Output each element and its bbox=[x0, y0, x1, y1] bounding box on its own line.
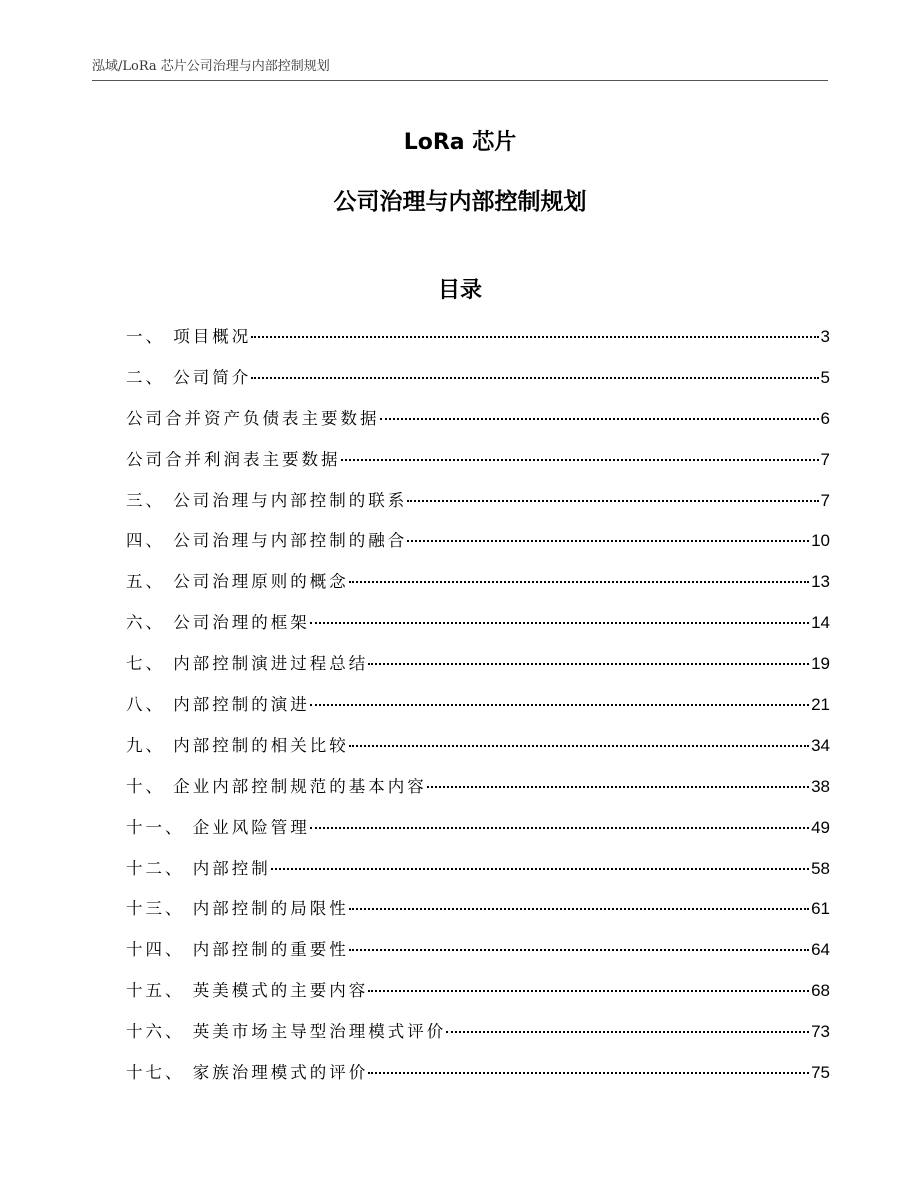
toc-entry[interactable] bbox=[126, 975, 830, 1016]
toc-entry-label: 五、 公司治理原则的概念 bbox=[126, 572, 349, 592]
toc-entry-page: 75 bbox=[811, 1063, 830, 1083]
toc-entry[interactable] bbox=[126, 853, 830, 894]
toc-leader-dots bbox=[349, 948, 809, 951]
toc-heading: 目录 bbox=[437, 278, 482, 303]
document-title-line1: LoRa 芯片 bbox=[403, 130, 517, 155]
toc-entry[interactable] bbox=[126, 893, 830, 934]
toc-entry[interactable] bbox=[126, 321, 830, 362]
toc-entry-page: 13 bbox=[811, 572, 830, 592]
toc-leader-dots bbox=[349, 744, 809, 747]
toc-entry-page: 58 bbox=[811, 858, 830, 878]
toc-entry-label: 公司合并资产负债表主要数据 bbox=[126, 408, 380, 428]
toc-leader-dots bbox=[407, 539, 809, 542]
toc-entry[interactable] bbox=[126, 403, 830, 444]
toc-leader-dots bbox=[407, 499, 818, 502]
toc-entry[interactable] bbox=[126, 1057, 830, 1098]
toc-entry-label: 公司合并利润表主要数据 bbox=[126, 449, 341, 469]
toc-entry[interactable] bbox=[126, 730, 830, 771]
toc-leader-dots bbox=[271, 867, 809, 870]
toc-entry-label: 一、 项目概况 bbox=[126, 327, 252, 346]
toc-entry-page: 49 bbox=[811, 817, 830, 837]
toc-entry[interactable] bbox=[126, 607, 830, 648]
toc-leader-dots bbox=[368, 662, 809, 665]
toc-entry-page: 21 bbox=[811, 695, 830, 715]
toc-entry[interactable] bbox=[126, 648, 830, 689]
toc-entry[interactable] bbox=[126, 566, 830, 607]
table-of-contents bbox=[126, 321, 830, 1098]
toc-entry-label: 七、 内部控制演进过程总结 bbox=[126, 654, 369, 674]
toc-entry-page: 64 bbox=[811, 940, 830, 960]
toc-entry-label: 三、 公司治理与内部控制的联系 bbox=[126, 490, 408, 510]
toc-entry-page: 3 bbox=[820, 327, 830, 346]
toc-leader-dots bbox=[349, 580, 809, 583]
toc-entry-page: 14 bbox=[811, 613, 830, 633]
toc-entry-label: 十七、 家族治理模式的评价 bbox=[126, 1063, 369, 1083]
toc-entry-page: 7 bbox=[820, 490, 830, 510]
toc-entry-label: 八、 内部控制的演进 bbox=[126, 695, 310, 715]
toc-entry-page: 5 bbox=[820, 367, 830, 387]
toc-entry-label: 十三、 内部控制的局限性 bbox=[126, 899, 349, 919]
toc-entry-page: 34 bbox=[811, 735, 830, 755]
toc-entry-label: 十六、 英美市场主导型治理模式评价 bbox=[126, 1022, 447, 1042]
toc-entry[interactable] bbox=[126, 934, 830, 975]
toc-entry-page: 19 bbox=[811, 654, 830, 674]
toc-leader-dots bbox=[368, 1071, 809, 1074]
toc-entry-label: 十五、 英美模式的主要内容 bbox=[126, 981, 369, 1001]
toc-leader-dots bbox=[368, 989, 809, 992]
toc-entry-page: 6 bbox=[820, 408, 830, 428]
toc-entry-page: 7 bbox=[820, 449, 830, 469]
toc-entry-page: 38 bbox=[811, 776, 830, 796]
toc-leader-dots bbox=[310, 826, 809, 829]
toc-entry-label: 十四、 内部控制的重要性 bbox=[126, 940, 349, 960]
toc-entry[interactable] bbox=[126, 689, 830, 730]
toc-leader-dots bbox=[310, 621, 809, 624]
toc-entry-label: 十一、 企业风险管理 bbox=[126, 817, 310, 837]
toc-leader-dots bbox=[427, 785, 809, 788]
toc-entry-page: 61 bbox=[811, 899, 830, 919]
toc-entry-label: 二、 公司简介 bbox=[126, 367, 252, 387]
toc-entry-label: 九、 内部控制的相关比较 bbox=[126, 735, 349, 755]
document-title-line2: 公司治理与内部控制规划 bbox=[333, 189, 587, 215]
toc-leader-dots bbox=[251, 376, 818, 379]
toc-entry[interactable] bbox=[126, 362, 830, 403]
toc-leader-dots bbox=[349, 907, 809, 910]
toc-entry[interactable] bbox=[126, 1016, 830, 1057]
running-header: 泓域/LoRa 芯片公司治理与内部控制规划 bbox=[92, 59, 330, 74]
toc-entry-page: 73 bbox=[811, 1022, 830, 1042]
toc-entry[interactable] bbox=[126, 444, 830, 485]
toc-leader-dots bbox=[380, 417, 819, 420]
toc-entry-page: 68 bbox=[811, 981, 830, 1001]
toc-entry-label: 十、 企业内部控制规范的基本内容 bbox=[126, 776, 427, 796]
header-rule bbox=[92, 80, 828, 81]
toc-entry-label: 十二、 内部控制 bbox=[126, 858, 271, 878]
toc-leader-dots bbox=[446, 1030, 809, 1033]
toc-entry-label: 六、 公司治理的框架 bbox=[126, 613, 310, 633]
toc-entry[interactable] bbox=[126, 812, 830, 853]
toc-entry[interactable] bbox=[126, 771, 830, 812]
toc-entry-label: 四、 公司治理与内部控制的融合 bbox=[126, 531, 408, 551]
toc-entry[interactable] bbox=[126, 525, 830, 566]
toc-leader-dots bbox=[310, 703, 809, 706]
toc-entry[interactable] bbox=[126, 485, 830, 526]
toc-leader-dots bbox=[341, 458, 819, 461]
toc-entry-page: 10 bbox=[811, 531, 830, 551]
toc-leader-dots bbox=[251, 335, 818, 338]
